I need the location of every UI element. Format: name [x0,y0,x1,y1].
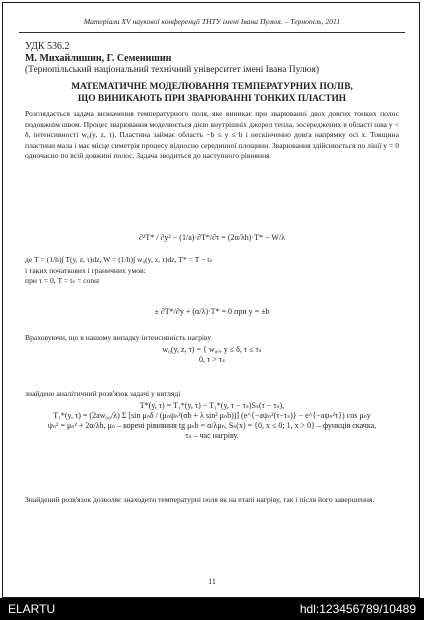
intensity-formula [25,345,399,365]
page-number: 11 [208,577,216,586]
footer-handle: hdl:123456789/10489 [299,602,416,616]
conclusion-paragraph: Знайдений розв'язок дозволяє знаходити температурні поля як на етапі нагріву, так і після його завершення. [25,495,375,504]
title-line-1: МАТЕМАТИЧНЕ МОДЕЛЮВАННЯ ТЕМПЕРАТУРНИХ ПОЛІВ, [71,82,353,92]
solution-formulas [25,401,399,441]
heat-equation: ∂²T* / ∂y² − (1/a)·∂T*/∂τ = (2α/λh)·T* − W/λ [138,233,286,242]
footer-bar [0,598,424,620]
intro-paragraph: Розглядається задача визначення температурного поля, яке виникає при зварюванні двох довгих тонких полос подовжнім швом. Процес зварювання моделюється дією внутрішніх джерел тепла, зосереджених в області шва y < δ, інтенсивності w₀(y, z, τ). Пластина займає область −b ≤ y ≤ b і нескінченно довга напрямку осі x. Товщина пластини мала і має місце симетрія процесу відносно серединної площини. Зварювання здійснюється по лінії y = 0 одночасно по всій довжині полос. Задача зводиться до наступного рівняння [25,109,399,161]
running-header: Матеріали XV наукової конференції ТНТУ імені Івана Пулюя. – Тернопіль, 2011 [83,17,341,26]
title-line-2: ЩО ВИНИКАЮТЬ ПРИ ЗВАРЮВАННІ ТОНКИХ ПЛАСТИН [77,94,347,104]
intensity-line-2: 0, τ > τₛ [199,355,225,364]
udc-code: УДК 536.2 [25,41,70,52]
affiliation: (Тернопільський національний технічний університет імені Івана Пулюя) [25,65,319,75]
authors: М. Михайлишин, Г. Семенишин [25,53,172,64]
paper-page [7,7,417,595]
solution-line-3: ψₙ² = μₙ² + 2α/λh, μₙ – корені рівняння tg μₙb = α/λμₙ, Sₛ(x) = {0, x ≤ 0; 1, x > 0} – функція скачка, [47,421,377,430]
paper-title [25,81,399,105]
definitions-line-3: при τ = 0, T = tₛ = const [25,276,100,286]
solution-line-4: τₛ – час нагріву. [185,431,239,440]
footer-repository: ELARTU [8,602,56,616]
boundary-condition: ± ∂T*/∂y + (α/λ)·T* = 0 при y = ±b [154,307,270,316]
page-frame [2,2,420,598]
solution-line-2: T₁*(y, τ) = (2aw₀₀/λ) Σ [sin μₙδ / (μₙψₙ²(αb + λ sin² μₙb))] (e^{−aψₙ²(τ−τₛ)} − e^{−aψₙ²τ}) cos μₙy [53,411,371,420]
intensity-text: Враховуючи, що в нашому випадку інтенсивність нагріву [25,333,212,342]
header-rule [19,32,405,33]
solution-line-1: T*(y, τ) = T₁*(y, τ) − T₁*(y, τ − τₛ)Sₛ(τ − τₛ), [139,401,285,410]
definitions-line-1: де T = (1/h)∫ T(y, z, τ)dz, W = (1/h)∫ w₀(y, z, τ)dz, T* = T − tₛ [25,255,213,264]
solution-intro: знайдено аналітичний розв'язок задачі у вигляді [25,389,181,398]
definitions [25,255,399,287]
definitions-line-2: і таких початкових і граничних умов: [25,265,146,275]
intensity-line-1: w₀(y, z, τ) = { w₀ₒ, y ≤ δ, τ ≤ τₛ [162,345,262,354]
